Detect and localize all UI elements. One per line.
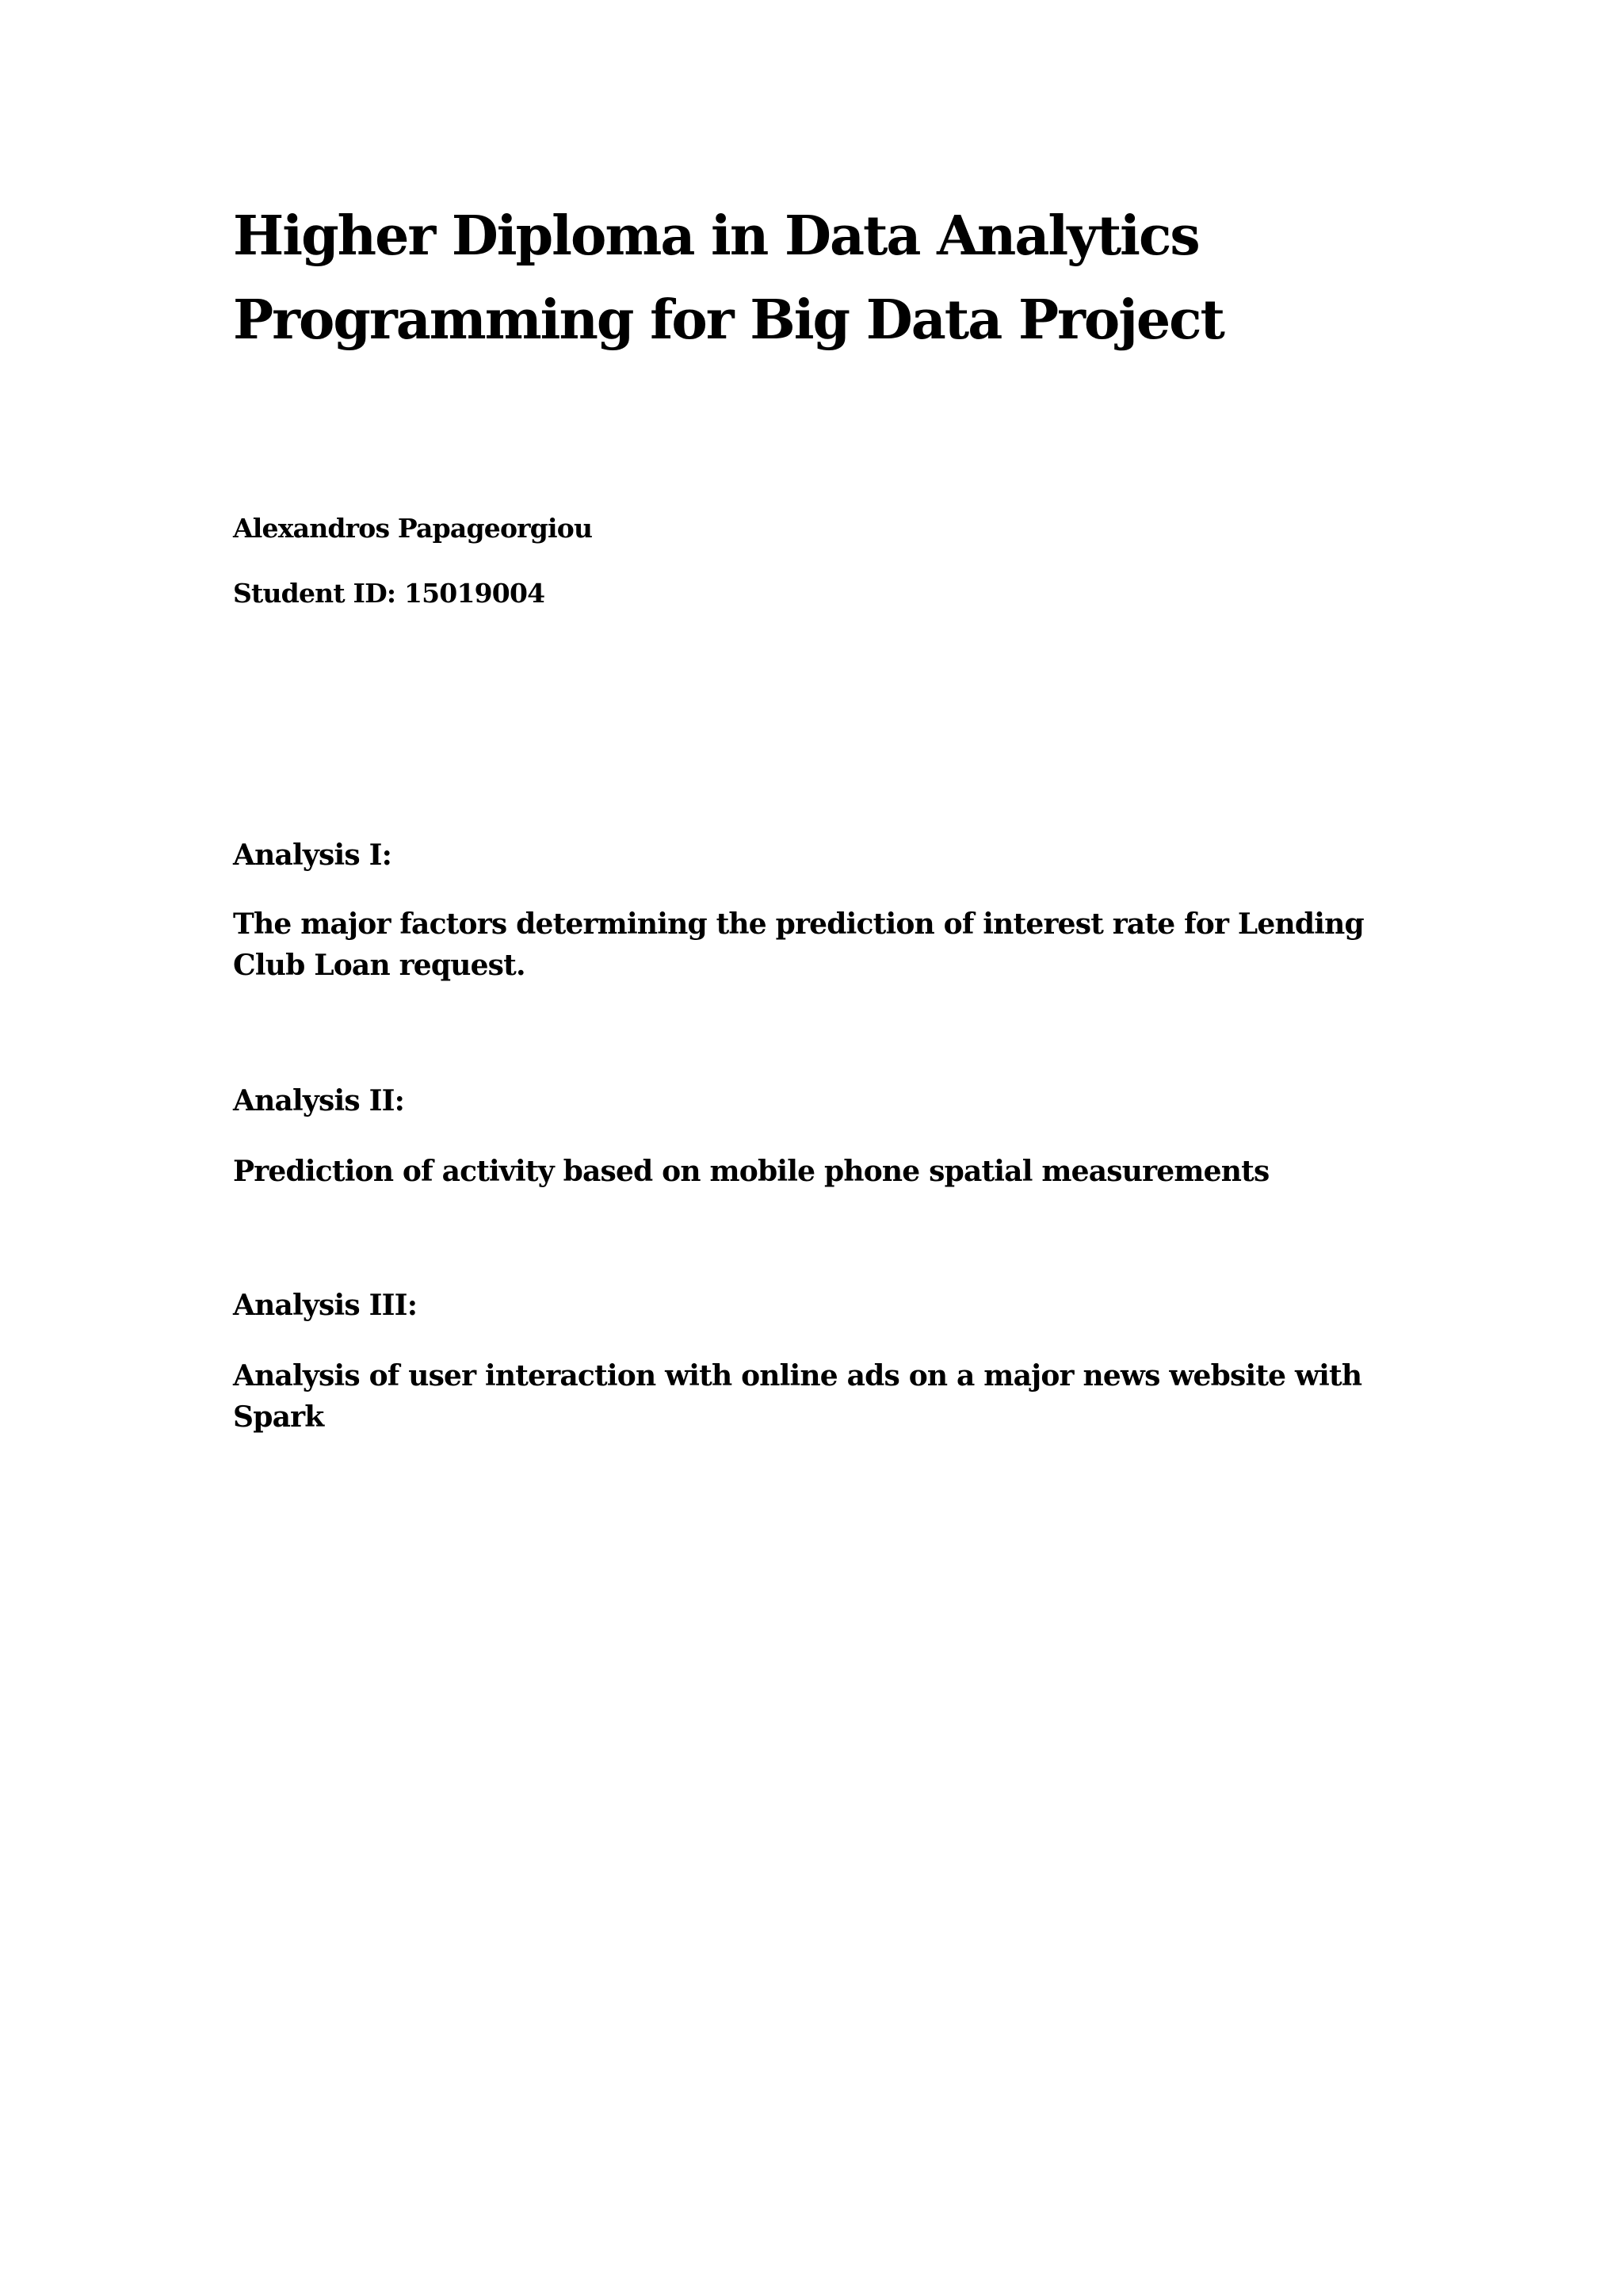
analysis-3-description: Analysis of user interaction with online ads on a major news website with Spark bbox=[233, 1359, 1362, 1434]
analysis-2-label: Analysis II: bbox=[233, 1084, 405, 1117]
title-line-1: Higher Diploma in Data Analytics bbox=[233, 204, 1199, 268]
author-name: Alexandros Papageorgiou bbox=[233, 513, 593, 544]
analysis-1-description: The major factors determining the prediction of interest rate for Lending Club Loan request. bbox=[233, 907, 1364, 982]
analysis-1-label: Analysis I: bbox=[233, 839, 392, 872]
student-id: Student ID: 15019004 bbox=[233, 578, 545, 609]
document-title bbox=[233, 194, 1224, 362]
analysis-3-label: Analysis III: bbox=[233, 1289, 418, 1322]
title-line-2: Programming for Big Data Project bbox=[233, 288, 1224, 352]
analysis-2-description: Prediction of activity based on mobile phone spatial measurements bbox=[233, 1155, 1270, 1188]
